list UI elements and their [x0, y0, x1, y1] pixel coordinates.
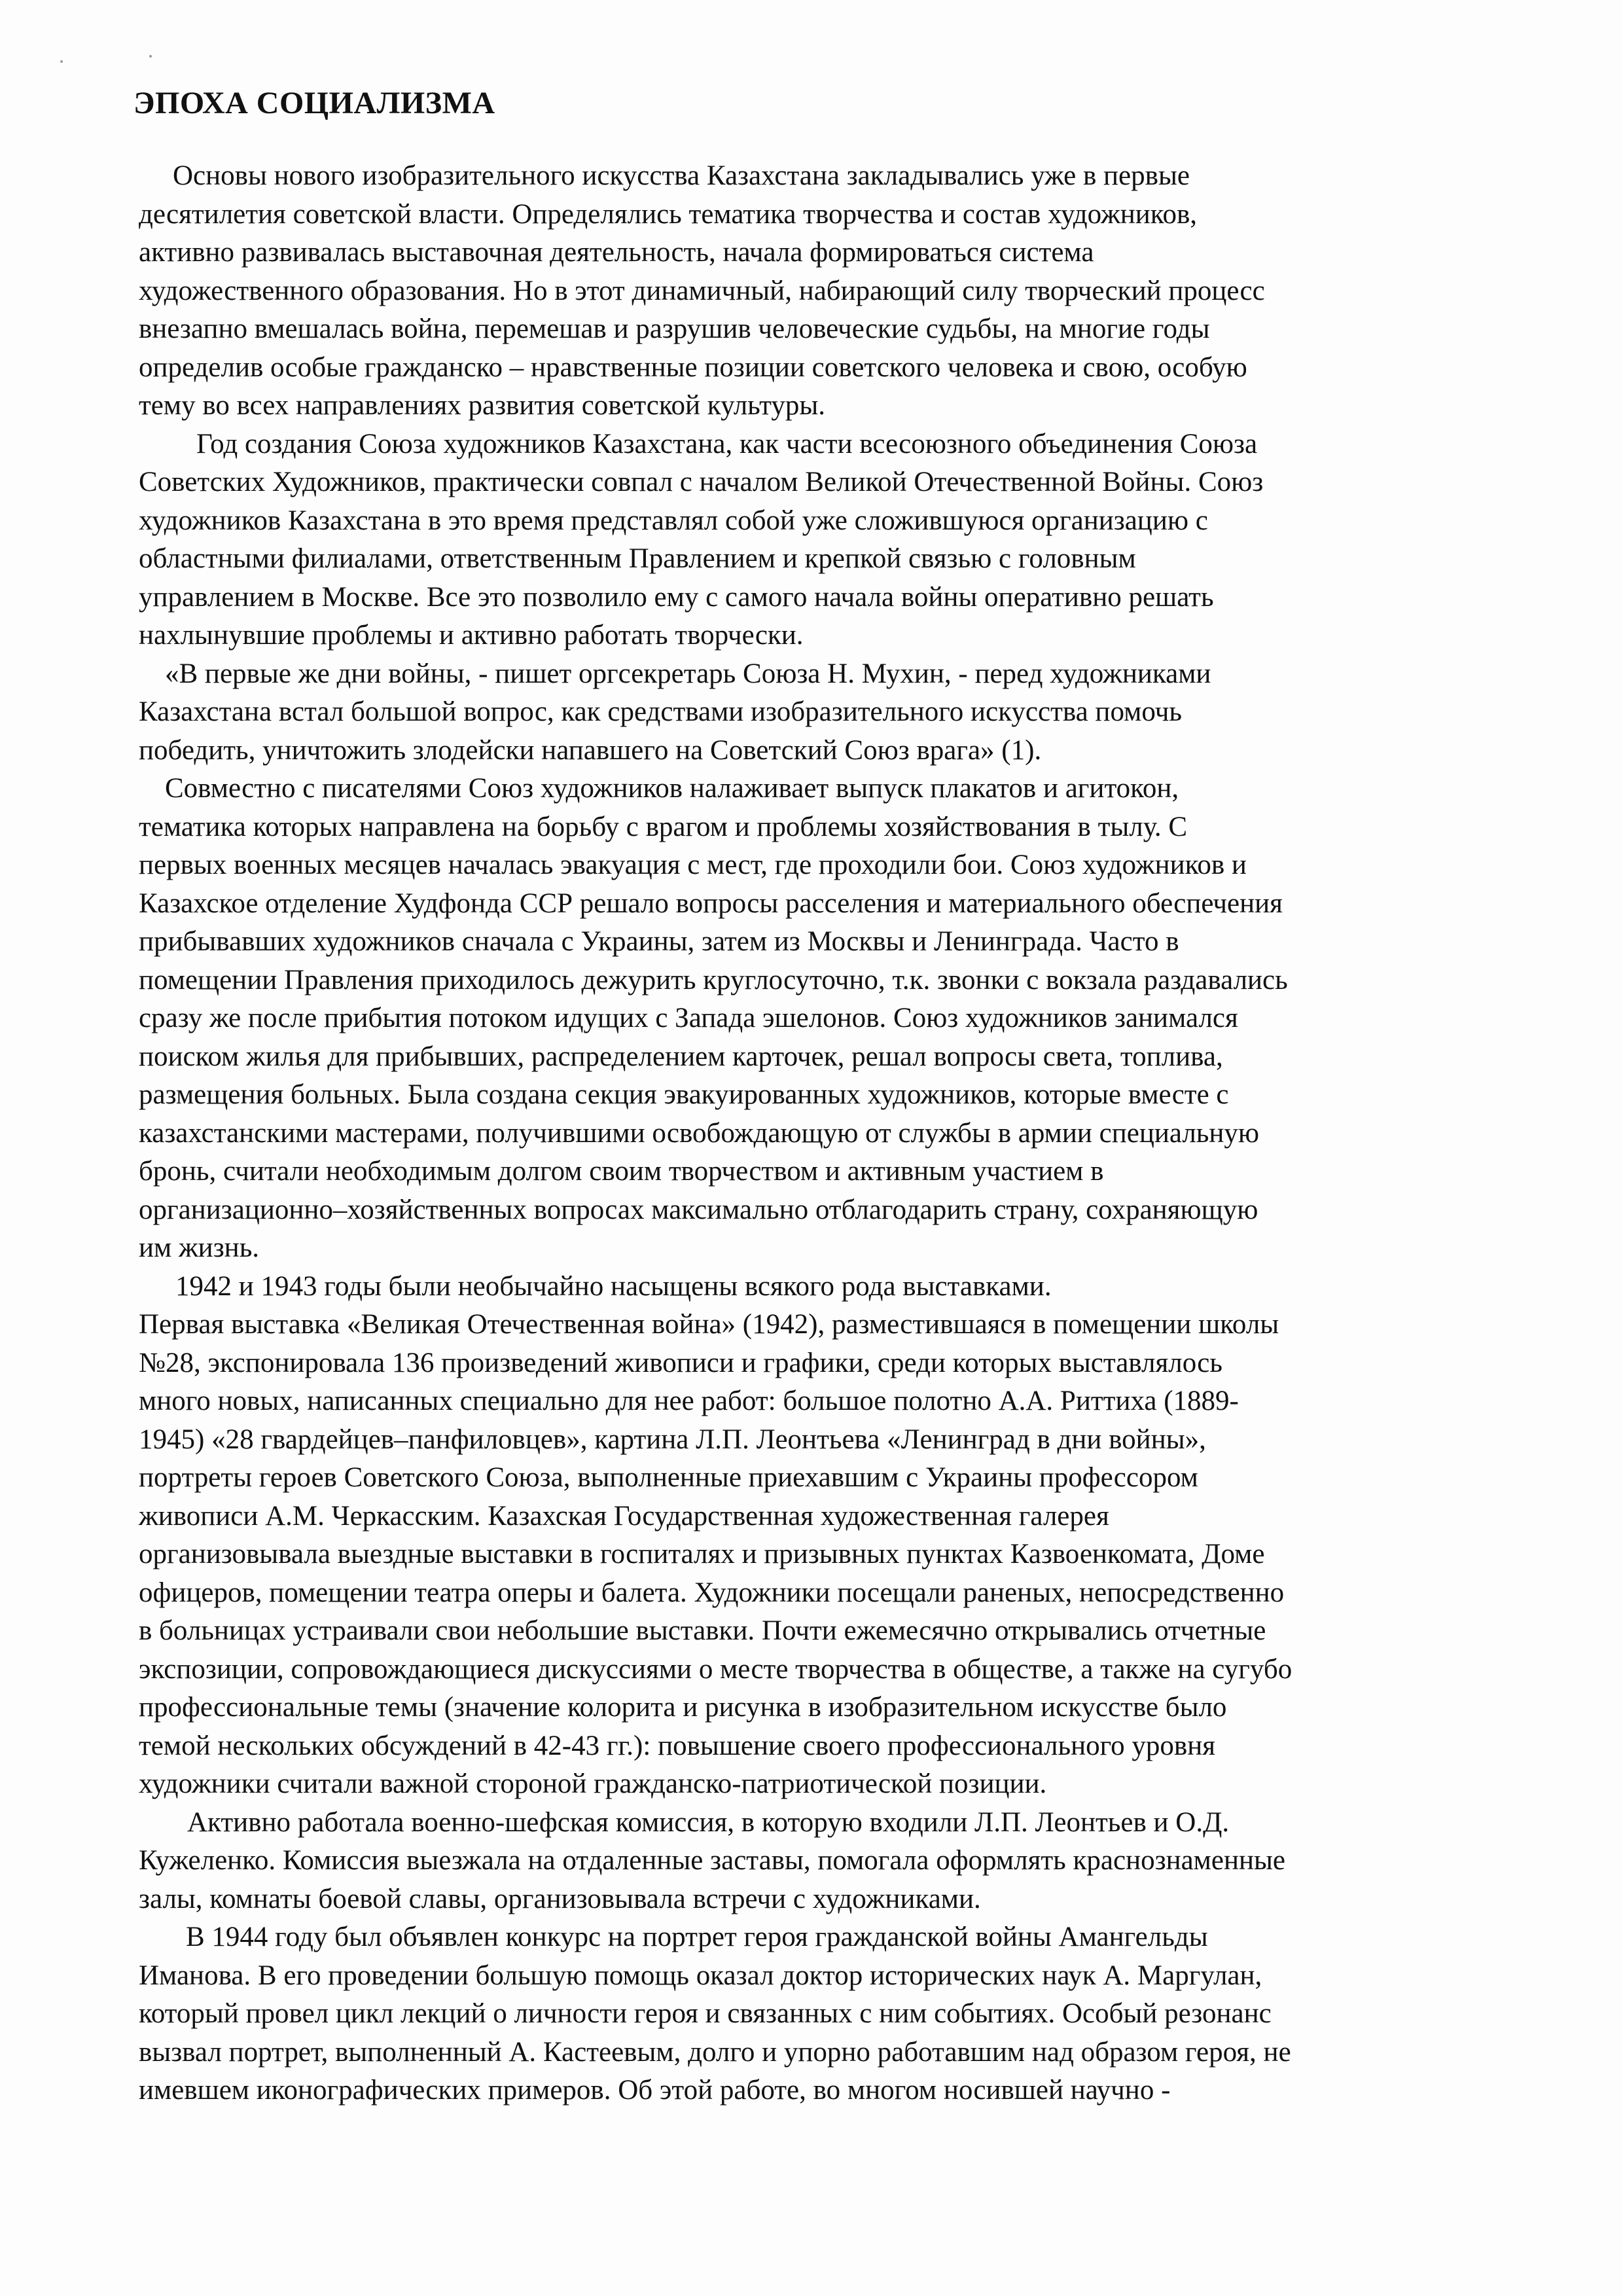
- paragraph: [139, 425, 1474, 655]
- text-line: Казахское отделение Худфонда ССР решало вопросы расселения и материального обеспечения: [139, 888, 1283, 919]
- text-line: художников Казахстана в это время представлял собой уже сложившуюся организацию с: [139, 505, 1208, 536]
- text-line: тему во всех направлениях развития советской культуры.: [139, 390, 825, 421]
- text-line: живописи А.М. Черкасским. Казахская Государственная художественная галерея: [139, 1500, 1109, 1532]
- text-line: Первая выставка «Великая Отечественная война» (1942), разместившаяся в помещении школы: [139, 1309, 1279, 1340]
- text-line: прибывавших художников сначала с Украины, затем из Москвы и Ленинграда. Часто в: [139, 926, 1179, 957]
- page-heading: ЭПОХА СОЦИАЛИЗМА: [134, 86, 495, 120]
- paragraph: [139, 157, 1474, 425]
- text-line: в больницах устраивали свои небольшие выставки. Почти ежемесячно открывались отчетные: [139, 1615, 1266, 1646]
- text-line: областными филиалами, ответственным Правлением и крепкой связью с головным: [139, 543, 1136, 574]
- text-line: который провел цикл лекций о личности героя и связанных с ним событиях. Особый резонанс: [139, 1998, 1272, 2029]
- text-line: №28, экспонировала 136 произведений живописи и графики, среди которых выставлялось: [139, 1347, 1222, 1378]
- text-line: активно развивалась выставочная деятельность, начала формироваться система: [139, 237, 1094, 268]
- text-line: тематика которых направлена на борьбу с врагом и проблемы хозяйствования в тылу. С: [139, 811, 1188, 842]
- body-text: [139, 157, 1474, 2110]
- text-line: внезапно вмешалась война, перемешав и разрушив человеческие судьбы, на многие годы: [139, 314, 1210, 344]
- text-line: профессиональные темы (значение колорита и рисунка в изобразительном искусстве было: [139, 1692, 1227, 1723]
- text-line: офицеров, помещении театра оперы и балета. Художники посещали раненых, непосредственно: [139, 1577, 1285, 1608]
- text-line: им жизнь.: [139, 1232, 260, 1263]
- text-line: имевшем иконографических примеров. Об этой работе, во многом носившей научно -: [139, 2075, 1171, 2106]
- text-line: казахстанскими мастерами, получившими освобождающую от службы в армии специальную: [139, 1117, 1260, 1149]
- text-line: размещения больных. Была создана секция эвакуированных художников, которые вместе с: [139, 1079, 1229, 1110]
- paragraph: [139, 770, 1474, 1268]
- text-line: первых военных месяцев началась эвакуация с мест, где проходили бои. Союз художников и: [139, 850, 1247, 880]
- text-line: победить, уничтожить злодейски напавшего на Советский Союз врага» (1).: [139, 734, 1042, 766]
- text-line: вызвал портрет, выполненный А. Кастеевым, долго и упорно работавшим над образом героя, не: [139, 2036, 1291, 2068]
- paragraph: [139, 1918, 1474, 2110]
- text-line: портреты героев Советского Союза, выполненные приехавшим с Украины профессором: [139, 1462, 1198, 1493]
- text-line: Год создания Союза художников Казахстана, как части всесоюзного объединения Союза: [196, 428, 1258, 459]
- text-line: сразу же после прибытия потоком идущих с Запада эшелонов. Союз художников занимался: [139, 1003, 1238, 1033]
- text-line: Казахстана встал большой вопрос, как средствами изобразительного искусства помочь: [139, 696, 1182, 727]
- text-line: темой нескольких обсуждений в 42-43 гг.): повышение своего профессионального уровня: [139, 1730, 1216, 1761]
- text-line: определив особые гражданско – нравственные позиции советского человека и свою, особую: [139, 351, 1247, 383]
- text-line: Совместно с писателями Союз художников налаживает выпуск плакатов и агитокон,: [165, 773, 1179, 804]
- text-line: Иманова. В его проведении большую помощь оказал доктор исторических наук А. Маргулан,: [139, 1960, 1262, 1991]
- text-line: много новых, написанных специально для нее работ: большое полотно А.А. Риттиха (1889-: [139, 1386, 1239, 1416]
- text-line: организационно–хозяйственных вопросах максимально отблагодарить страну, сохраняющую: [139, 1194, 1258, 1225]
- text-line: художественного образования. Но в этот динамичный, набирающий силу творческий процесс: [139, 275, 1265, 306]
- text-line: управлением в Москве. Все это позволило ему с самого начала войны оперативно решать: [139, 581, 1214, 613]
- text-line: «В первые же дни войны, - пишет оргсекретарь Союза Н. Мухин, - перед художниками: [165, 658, 1211, 689]
- text-line: Активно работала военно-шефская комиссия, в которую входили Л.П. Леонтьев и О.Д.: [187, 1806, 1230, 1838]
- text-line: В 1944 году был объявлен конкурс на портрет героя гражданской войны Амангельды: [186, 1922, 1208, 1952]
- text-line: помещении Правления приходилось дежурить круглосуточно, т.к. звонки с вокзала раздавались: [139, 964, 1288, 996]
- text-line: Основы нового изобразительного искусства Казахстана закладывались уже в первые: [173, 160, 1190, 191]
- text-line: десятилетия советской власти. Определялись тематика творчества и состав художников,: [139, 198, 1198, 230]
- scan-speck: [60, 60, 63, 63]
- text-line: Советских Художников, практически совпал с началом Великой Отечественной Войны. Союз: [139, 467, 1264, 497]
- text-line: Кужеленко. Комиссия выезжала на отдаленные заставы, помогала оформлять краснознаменные: [139, 1845, 1285, 1876]
- paragraph: [139, 1268, 1474, 1804]
- text-line: бронь, считали необходимым долгом своим творчеством и активным участием в: [139, 1156, 1104, 1187]
- paragraph: [139, 655, 1474, 770]
- paragraph: [139, 1804, 1474, 1919]
- text-line: 1942 и 1943 годы были необычайно насыщены всякого рода выставками.: [175, 1270, 1052, 1302]
- text-line: залы, комнаты боевой славы, организовывала встречи с художниками.: [139, 1883, 981, 1914]
- scan-speck: [149, 55, 152, 58]
- text-line: художники считали важной стороной гражданско-патриотической позиции.: [139, 1768, 1047, 1799]
- text-line: экспозиции, сопровождающиеся дискуссиями о месте творчества в обществе, а также на сугубо: [139, 1653, 1293, 1685]
- text-line: 1945) «28 гвардейцев–панфиловцев», картина Л.П. Леонтьева «Ленинград в дни войны»,: [139, 1424, 1206, 1455]
- text-line: организовывала выездные выставки в госпиталях и призывных пунктах Казвоенкомата, Доме: [139, 1539, 1265, 1570]
- text-line: нахлынувшие проблемы и активно работать творчески.: [139, 620, 804, 651]
- text-line: поиском жилья для прибывших, распределением карточек, решал вопросы света, топлива,: [139, 1041, 1223, 1072]
